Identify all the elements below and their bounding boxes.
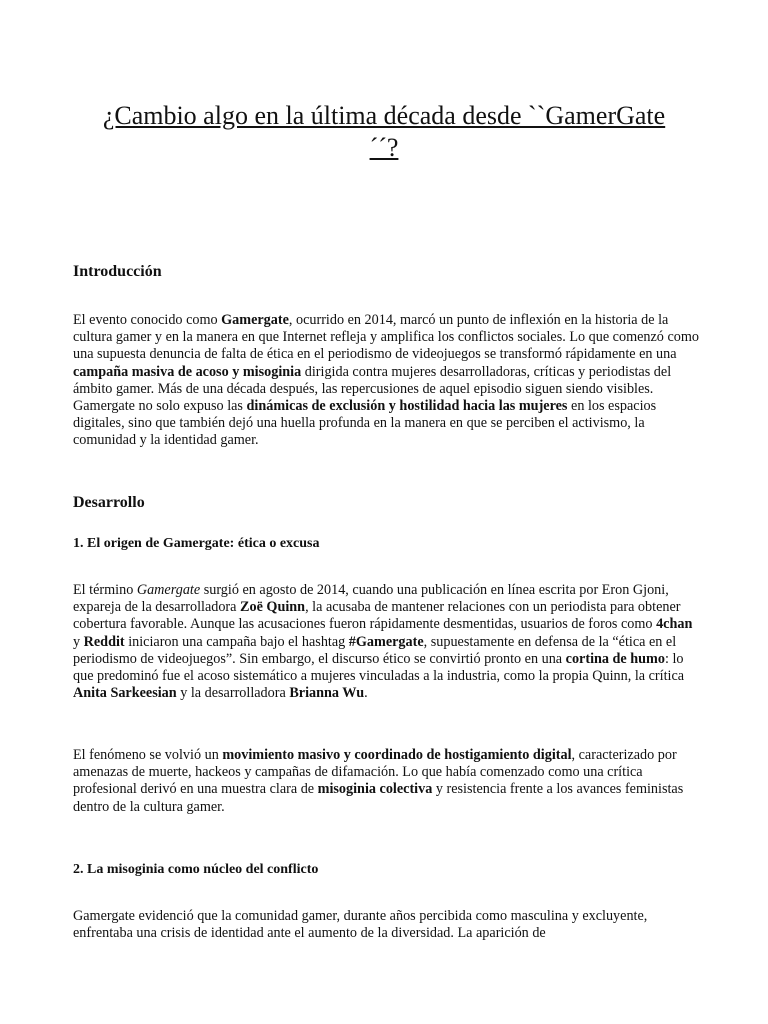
text-run: y bbox=[73, 633, 84, 650]
text-run: . bbox=[364, 685, 368, 702]
bold-text: #Gamergate bbox=[348, 633, 424, 650]
italic-text: Gamergate bbox=[136, 582, 201, 598]
bold-text: dinámicas de exclusión y hostilidad hacia las mujeres bbox=[246, 398, 568, 415]
text-run: dirigida contra mujeres desarrolladoras, críticas y periodistas del ámbito gamer. Más de una década después, las repercusiones de aquel episodio siguen siendo visibles. Gamergate no solo expuso las bbox=[73, 363, 672, 415]
development-heading: Desarrollo bbox=[73, 494, 145, 511]
text-run: El evento conocido como bbox=[73, 312, 222, 328]
text-run: y la desarrolladora bbox=[176, 685, 290, 702]
text-run: El fenómeno se volvió un bbox=[73, 747, 223, 763]
section-2-paragraph-1 bbox=[73, 908, 701, 942]
section-1-paragraph-1 bbox=[73, 582, 701, 702]
text-run: Gamergate evidenció que la comunidad gamer, durante años percibida como masculina y excluyente, enfrentaba una crisis de identidad ante el aumento de la diversidad. La aparición de bbox=[73, 908, 648, 942]
text-run: y resistencia frente a los avances feministas dentro de la cultura gamer. bbox=[73, 781, 684, 815]
bold-text: movimiento masivo y coordinado de hostigamiento digital bbox=[222, 747, 572, 763]
section-1-heading: 1. El origen de Gamergate: ética o excusa bbox=[73, 536, 320, 551]
text-run: , caracterizado por amenazas de muerte, hackeos y campañas de difamación. Lo que había comenzado como una crítica profesional derivó en una muestra clara de bbox=[73, 747, 677, 798]
bold-text: Zoë Quinn bbox=[240, 599, 306, 616]
text-run: , supuestamente en defensa de la “ética en el periodismo de videojuegos”. Sin embargo, el discurso ético se convirtió pronto en una bbox=[73, 633, 677, 667]
text-run: : lo que predominó fue el acoso sistemático a mujeres vinculadas a la industria, como la propia Quinn, la crítica bbox=[73, 650, 685, 685]
text-run: , ocurrido en 2014, marcó un punto de inflexión en la historia de la cultura gamer y en la manera en que Internet refleja y amplifica los conflictos sociales. Lo que comenzó como una supuesta denuncia de falta de ética en el periodismo de videojuegos se transformó rápidamente en una bbox=[73, 312, 699, 363]
text-run: surgió en agosto de 2014, cuando una publicación en línea escrita por Eron Gjoni, expareja de la desarrolladora bbox=[73, 582, 669, 616]
intro-heading: Introducción bbox=[73, 263, 162, 280]
bold-text: campaña masiva de acoso y misoginia bbox=[73, 363, 302, 380]
text-run: , la acusaba de mantener relaciones con un periodista para obtener cobertura favorable. Aunque las acusaciones fueron rápidamente desmentidas, usuarios de foros como bbox=[73, 599, 681, 633]
text-run: en los espacios digitales, sino que también dejó una huella profunda en la manera en que se perciben el activismo, la comunidad y la identidad gamer. bbox=[73, 398, 657, 449]
text-run: El término bbox=[73, 582, 137, 598]
bold-text: Anita Sarkeesian bbox=[73, 685, 177, 702]
intro-paragraph bbox=[73, 312, 701, 450]
bold-text: Gamergate bbox=[221, 312, 289, 328]
section-2-heading: 2. La misoginia como núcleo del conflicto bbox=[73, 862, 319, 877]
bold-text: Brianna Wu bbox=[289, 685, 365, 702]
bold-text: misoginia colectiva bbox=[317, 781, 433, 798]
document-title: ¿Cambio algo en la última década desde ``GamerGate´´? bbox=[102, 101, 666, 162]
section-1-paragraph-2 bbox=[73, 747, 701, 816]
text-run: iniciaron una campaña bajo el hashtag bbox=[124, 633, 349, 650]
bold-text: Reddit bbox=[83, 633, 125, 650]
bold-text: cortina de humo bbox=[565, 650, 665, 667]
bold-text: 4chan bbox=[656, 616, 693, 633]
